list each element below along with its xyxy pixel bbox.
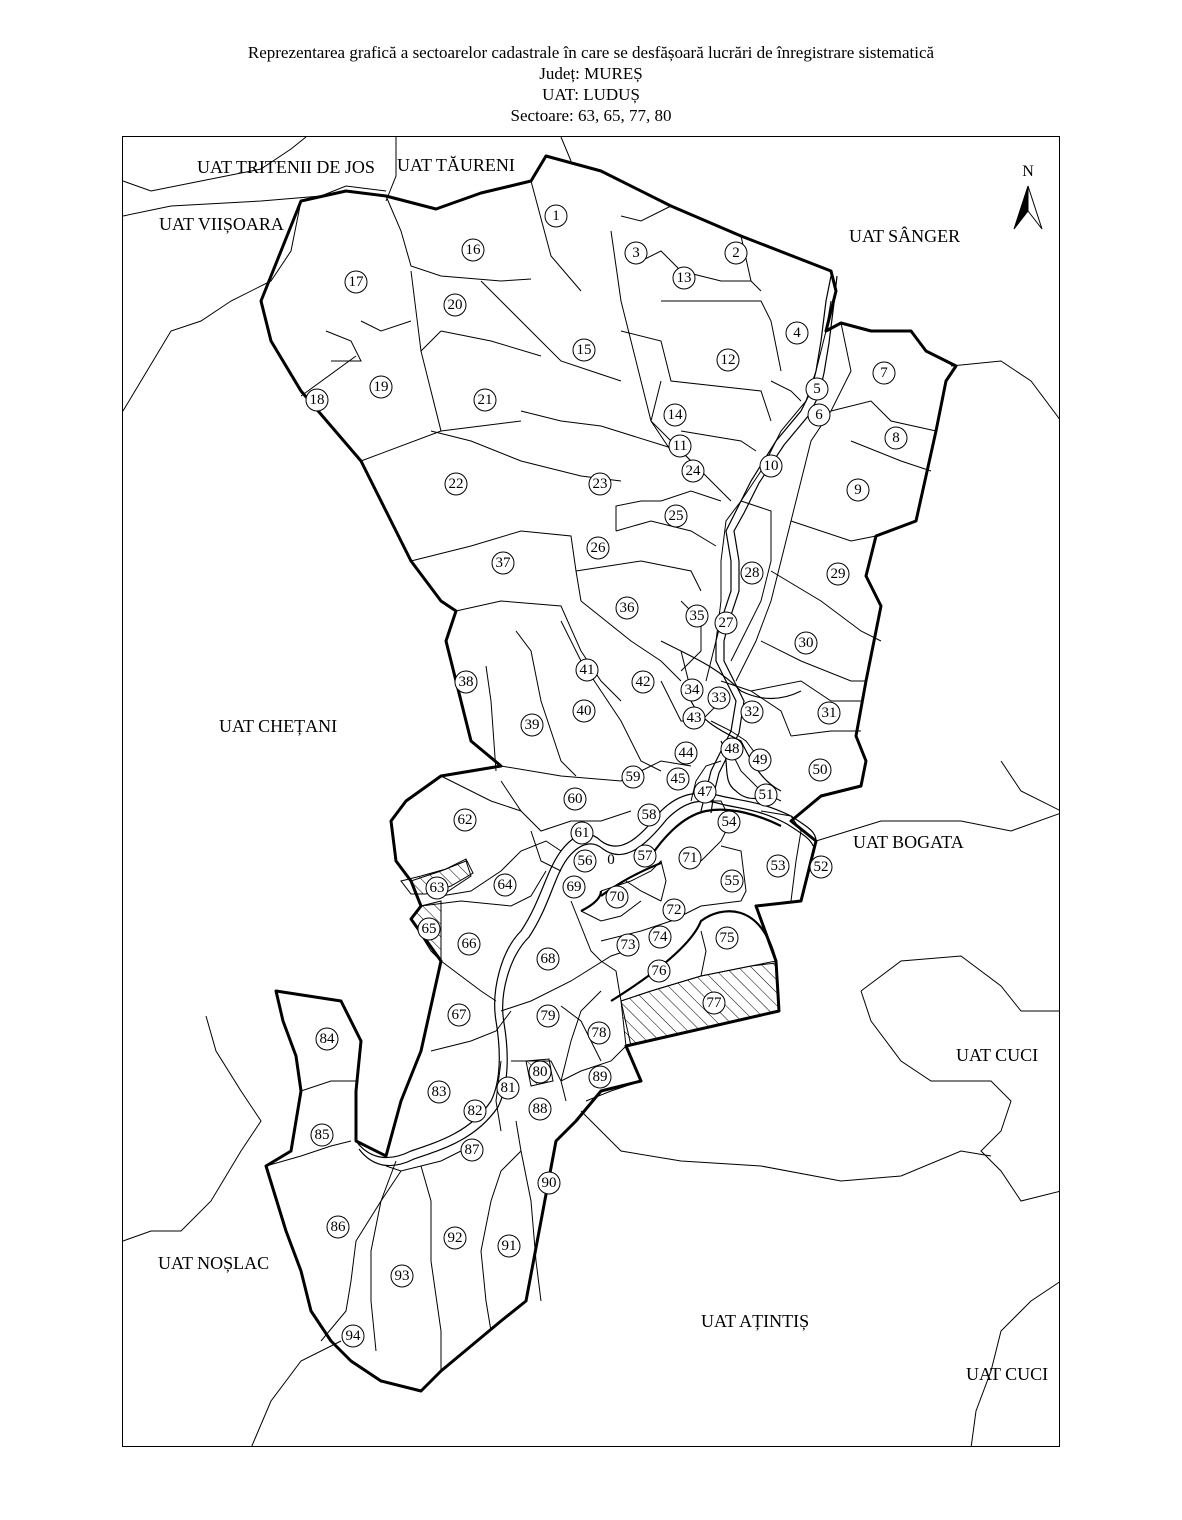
sector-marker-31 bbox=[818, 702, 840, 724]
sector-marker-48 bbox=[721, 738, 743, 760]
uat-labels bbox=[158, 155, 1048, 1384]
sector-number: 38 bbox=[458, 674, 474, 690]
sector-number: 55 bbox=[724, 873, 740, 889]
sector-marker-67 bbox=[448, 1004, 470, 1026]
sector-number: 21 bbox=[477, 392, 493, 408]
sector-marker-43 bbox=[683, 707, 705, 729]
sector-marker-20 bbox=[444, 294, 466, 316]
sector-marker-36 bbox=[616, 597, 638, 619]
sector-marker-92 bbox=[444, 1227, 466, 1249]
sector-number: 62 bbox=[457, 812, 473, 828]
uat-label-bogata: UAT BOGATA bbox=[853, 832, 964, 852]
north-arrow bbox=[1014, 163, 1042, 229]
sector-number: 20 bbox=[447, 297, 463, 313]
sector-marker-38 bbox=[455, 671, 477, 693]
sector-number: 28 bbox=[744, 565, 760, 581]
sector-number: 26 bbox=[590, 540, 606, 556]
sector-marker-81 bbox=[497, 1077, 519, 1099]
sector-marker-9 bbox=[847, 479, 869, 501]
sector-number: 31 bbox=[821, 705, 837, 721]
sector-marker-8 bbox=[885, 427, 907, 449]
map-title: Reprezentarea grafică a sectoarelor cadastrale în care se desfășoară lucrări de înregistrare sistematică bbox=[247, 43, 935, 62]
sector-marker-50 bbox=[809, 759, 831, 781]
sector-marker-53 bbox=[767, 855, 789, 877]
sector-marker-45 bbox=[667, 768, 689, 790]
sector-number: 85 bbox=[314, 1127, 330, 1143]
sector-marker-89 bbox=[589, 1066, 611, 1088]
sector-number: 91 bbox=[501, 1238, 517, 1254]
sector-number: 54 bbox=[721, 814, 737, 830]
sector-marker-58 bbox=[638, 804, 660, 826]
sector-number: 51 bbox=[758, 787, 774, 803]
sector-number: 79 bbox=[540, 1008, 556, 1024]
sector-marker-84 bbox=[316, 1028, 338, 1050]
sector-marker-65 bbox=[418, 918, 440, 940]
sector-number: 47 bbox=[697, 784, 713, 800]
sector-number: 43 bbox=[686, 710, 702, 726]
sector-number: 50 bbox=[812, 762, 828, 778]
sector-marker-47 bbox=[694, 781, 716, 803]
sector-marker-63 bbox=[426, 877, 448, 899]
neighbour-boundaries bbox=[123, 137, 1060, 1447]
sector-number: 1 bbox=[552, 208, 560, 224]
sector-marker-1 bbox=[545, 205, 567, 227]
sector-marker-82 bbox=[464, 1100, 486, 1122]
sector-marker-70 bbox=[606, 886, 628, 908]
sector-number: 45 bbox=[670, 771, 686, 787]
sector-number: 16 bbox=[465, 242, 481, 258]
sector-number: 72 bbox=[666, 902, 682, 918]
sector-number: 77 bbox=[706, 995, 722, 1011]
sector-marker-12 bbox=[717, 349, 739, 371]
sector-number: 30 bbox=[798, 635, 814, 651]
sector-number: 18 bbox=[309, 392, 325, 408]
uat-line: UAT: LUDUȘ bbox=[542, 85, 640, 104]
sector-marker-59 bbox=[622, 766, 644, 788]
sector-marker-27 bbox=[715, 612, 737, 634]
sector-number: 39 bbox=[524, 717, 540, 733]
sector-marker-10 bbox=[760, 455, 782, 477]
sector-marker-49 bbox=[749, 749, 771, 771]
sector-marker-21 bbox=[474, 389, 496, 411]
sector-number: 40 bbox=[576, 703, 592, 719]
sector-number: 3 bbox=[632, 245, 640, 261]
sector-number: 35 bbox=[689, 608, 705, 624]
sector-marker-28 bbox=[741, 562, 763, 584]
sector-number: 27 bbox=[718, 615, 734, 631]
sector-marker-71 bbox=[679, 847, 701, 869]
sector-marker-41 bbox=[576, 659, 598, 681]
sector-number: 5 bbox=[813, 381, 821, 397]
sector-number: 66 bbox=[461, 936, 477, 952]
sector-number: 41 bbox=[579, 662, 595, 678]
sector-marker-6 bbox=[808, 404, 830, 426]
sector-number: 24 bbox=[685, 463, 701, 479]
sector-number: 6 bbox=[815, 407, 823, 423]
sector-marker-15 bbox=[573, 339, 595, 361]
sector-number: 56 bbox=[577, 853, 593, 869]
sector-marker-90 bbox=[538, 1172, 560, 1194]
sector-marker-44 bbox=[675, 742, 697, 764]
sector-marker-72 bbox=[663, 899, 685, 921]
sector-number: 36 bbox=[619, 600, 635, 616]
sector-lines bbox=[266, 181, 936, 1371]
sector-number: 48 bbox=[724, 741, 740, 757]
sector-number: 82 bbox=[467, 1103, 483, 1119]
sector-number: 4 bbox=[793, 325, 801, 341]
sector-number: 65 bbox=[421, 921, 437, 937]
sector-number: 63 bbox=[429, 880, 445, 896]
uat-label-tritenii: UAT TRITENII DE JOS bbox=[197, 157, 375, 177]
sector-marker-78 bbox=[588, 1022, 610, 1044]
sector-number: 87 bbox=[464, 1142, 480, 1158]
sector-marker-87 bbox=[461, 1139, 483, 1161]
sector-marker-4 bbox=[786, 322, 808, 344]
sector-number: 14 bbox=[667, 407, 683, 423]
sector-marker-62 bbox=[454, 809, 476, 831]
county-line: Județ: MUREȘ bbox=[539, 64, 643, 83]
sector-marker-14 bbox=[664, 404, 686, 426]
sector-marker-42 bbox=[632, 671, 654, 693]
sector-marker-3 bbox=[625, 242, 647, 264]
sector-number: 68 bbox=[540, 951, 556, 967]
hatched-sector-77 bbox=[621, 963, 779, 1046]
uat-label-cuci-2: UAT CUCI bbox=[966, 1364, 1049, 1384]
sector-number: 83 bbox=[431, 1084, 447, 1100]
uat-ludus-boundary bbox=[261, 156, 956, 1391]
sector-number: 74 bbox=[652, 929, 668, 945]
sector-number: 9 bbox=[854, 482, 862, 498]
sector-number: 33 bbox=[711, 690, 727, 706]
sector-number: 37 bbox=[495, 555, 511, 571]
sector-number: 34 bbox=[684, 682, 700, 698]
sector-marker-52 bbox=[810, 856, 832, 878]
sector-number: 81 bbox=[500, 1080, 516, 1096]
uat-label-cuci-1: UAT CUCI bbox=[956, 1045, 1039, 1065]
sector-marker-57 bbox=[634, 845, 656, 867]
sector-marker-32 bbox=[741, 701, 763, 723]
sector-number: 78 bbox=[591, 1025, 607, 1041]
sector-marker-34 bbox=[681, 679, 703, 701]
sector-marker-19 bbox=[370, 376, 392, 398]
sector-marker-85 bbox=[311, 1124, 333, 1146]
sector-number: 25 bbox=[668, 508, 684, 524]
sector-marker-35 bbox=[686, 605, 708, 627]
sector-marker-56 bbox=[574, 850, 596, 872]
sector-marker-93 bbox=[391, 1265, 413, 1287]
sector-marker-66 bbox=[458, 933, 480, 955]
sector-number: 80 bbox=[532, 1064, 548, 1080]
sector-marker-37 bbox=[492, 552, 514, 574]
uat-label-viisoara: UAT VIIȘOARA bbox=[159, 214, 284, 234]
sector-marker-75 bbox=[716, 927, 738, 949]
sector-marker-5 bbox=[806, 378, 828, 400]
sector-marker-17 bbox=[345, 271, 367, 293]
sector-number: 90 bbox=[541, 1175, 557, 1191]
sector-marker-64 bbox=[494, 874, 516, 896]
sector-number: 69 bbox=[566, 879, 582, 895]
sector-number: 44 bbox=[678, 745, 694, 761]
uat-label-chetani: UAT CHEȚANI bbox=[219, 716, 338, 736]
sector-marker-76 bbox=[648, 960, 670, 982]
sector-marker-60 bbox=[564, 788, 586, 810]
north-letter: N bbox=[1022, 163, 1034, 180]
sector-number: 93 bbox=[394, 1268, 410, 1284]
sector-marker-2 bbox=[725, 242, 747, 264]
sector-marker-80 bbox=[529, 1061, 551, 1083]
cadastral-map bbox=[123, 137, 1060, 1447]
sector-marker-68 bbox=[537, 948, 559, 970]
sector-marker-11 bbox=[669, 435, 691, 457]
sector-marker-23 bbox=[589, 473, 611, 495]
sector-marker-91 bbox=[498, 1235, 520, 1257]
sector-marker-24 bbox=[682, 460, 704, 482]
sector-number: 94 bbox=[345, 1328, 361, 1344]
sector-number: 71 bbox=[682, 850, 698, 866]
sector-marker-40 bbox=[573, 700, 595, 722]
sector-marker-7 bbox=[873, 362, 895, 384]
sector-number: 58 bbox=[641, 807, 657, 823]
sector-marker-86 bbox=[327, 1216, 349, 1238]
sector-number: 57 bbox=[637, 848, 653, 864]
uat-label-sanger: UAT SÂNGER bbox=[849, 226, 961, 246]
sector-marker-83 bbox=[428, 1081, 450, 1103]
sector-marker-79 bbox=[537, 1005, 559, 1027]
sector-number: 67 bbox=[451, 1007, 467, 1023]
sector-number: 64 bbox=[497, 877, 513, 893]
sector-number: 92 bbox=[447, 1230, 463, 1246]
sector-number: 17 bbox=[348, 274, 364, 290]
sector-number: 11 bbox=[672, 438, 688, 454]
sector-marker-33 bbox=[708, 687, 730, 709]
sector-marker-54 bbox=[718, 811, 740, 833]
sector-number: 89 bbox=[592, 1069, 608, 1085]
sector-marker-94 bbox=[342, 1325, 364, 1347]
sector-number: 42 bbox=[635, 674, 651, 690]
uat-label-noslac: UAT NOȘLAC bbox=[158, 1253, 270, 1273]
sector-number: 19 bbox=[373, 379, 389, 395]
sector-marker-88 bbox=[529, 1098, 551, 1120]
sector-marker-73 bbox=[617, 934, 639, 956]
sector-marker-39 bbox=[521, 714, 543, 736]
sector-number: 59 bbox=[625, 769, 641, 785]
sector-number: 88 bbox=[532, 1101, 548, 1117]
sector-number: 13 bbox=[676, 270, 692, 286]
sector-marker-55 bbox=[721, 870, 743, 892]
sector-marker-25 bbox=[665, 505, 687, 527]
uat-label-taureni: UAT TĂURENI bbox=[397, 155, 515, 175]
sector-number: 29 bbox=[830, 566, 846, 582]
sector-number: 86 bbox=[330, 1219, 346, 1235]
sector-number: 7 bbox=[880, 365, 888, 381]
sector-number: 15 bbox=[576, 342, 592, 358]
sector-marker-74 bbox=[649, 926, 671, 948]
sector-marker-77 bbox=[703, 992, 725, 1014]
sectors-line: Sectoare: 63, 65, 77, 80 bbox=[510, 106, 672, 125]
uat-label-atintis: UAT AȚINTIȘ bbox=[701, 1311, 810, 1331]
sector-marker-51 bbox=[755, 784, 777, 806]
sector-number: 23 bbox=[592, 476, 608, 492]
sector-marker-61 bbox=[571, 822, 593, 844]
sector-number: 32 bbox=[744, 704, 760, 720]
sector-number: 53 bbox=[770, 858, 786, 874]
sector-marker-29 bbox=[827, 563, 849, 585]
sector-number: 60 bbox=[567, 791, 583, 807]
sector-number: 73 bbox=[620, 937, 636, 953]
map-frame bbox=[122, 136, 1060, 1447]
sector-marker-30 bbox=[795, 632, 817, 654]
sector-marker-13 bbox=[673, 267, 695, 289]
sector-number: 2 bbox=[732, 245, 740, 261]
sector-number: 70 bbox=[609, 889, 625, 905]
sector-number: 75 bbox=[719, 930, 735, 946]
sector-marker-16 bbox=[462, 239, 484, 261]
sector-number: 76 bbox=[651, 963, 667, 979]
sector-number: 61 bbox=[574, 825, 590, 841]
sector-marker-26 bbox=[587, 537, 609, 559]
sector-number: 12 bbox=[720, 352, 736, 368]
sector-number: 22 bbox=[448, 476, 464, 492]
map-header bbox=[0, 42, 1182, 126]
sector-marker-69 bbox=[563, 876, 585, 898]
sector-number: 8 bbox=[892, 430, 900, 446]
sector-number: 52 bbox=[813, 859, 829, 875]
sector-marker-18 bbox=[306, 389, 328, 411]
hatch-label: 0 bbox=[607, 852, 615, 868]
sector-number: 10 bbox=[763, 458, 779, 474]
sector-marker-22 bbox=[445, 473, 467, 495]
sector-number: 84 bbox=[319, 1031, 335, 1047]
sector-number: 49 bbox=[752, 752, 768, 768]
